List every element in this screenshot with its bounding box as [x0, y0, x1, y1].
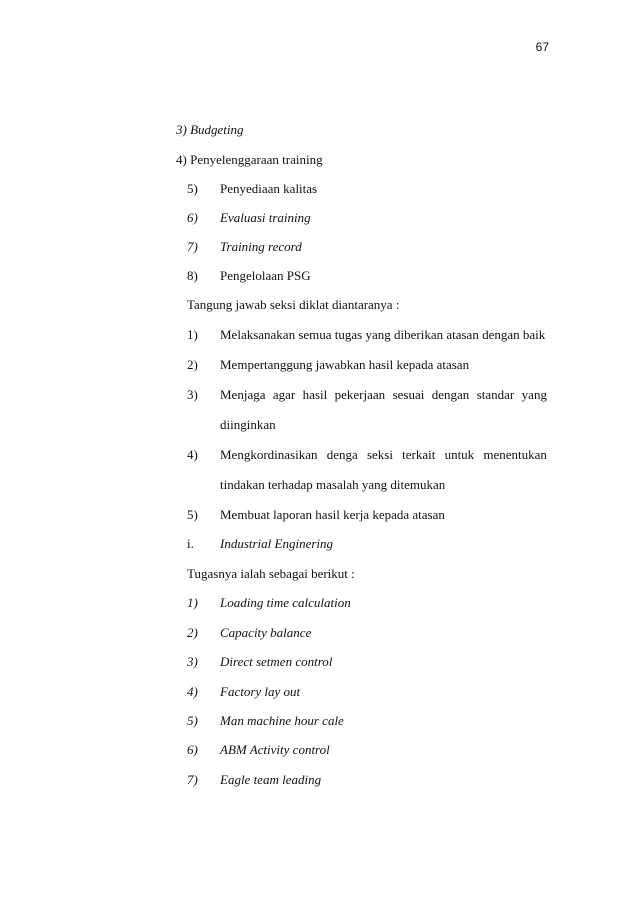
paragraph-diklat-intro: Tangung jawab seksi diklat diantaranya : [187, 297, 400, 312]
item-text: Factory lay out [220, 684, 301, 699]
word: sesuai [392, 387, 425, 402]
word: denga [326, 447, 358, 462]
item-text-justified [220, 387, 547, 403]
item-number: 6) [187, 742, 198, 757]
item-number: 6) [187, 210, 198, 225]
word: untuk [444, 447, 475, 462]
word: Mengkordinasikan [220, 447, 318, 462]
item-number: 4) [187, 684, 198, 699]
item-number: 5) [187, 507, 198, 522]
list-item-penyelenggaraan-training [176, 152, 323, 168]
section-title: Industrial Enginering [220, 536, 334, 551]
item-text: Training record [220, 239, 302, 254]
item-number: 4) [187, 447, 198, 462]
item-number: 5) [187, 713, 198, 728]
item-text: Melaksanakan semua tugas yang diberikan atasan dengan baik [220, 327, 546, 342]
item-text: Mempertanggung jawabkan hasil kepada atasan [220, 357, 470, 372]
word: pekerjaan [334, 387, 386, 402]
word: dengan [431, 387, 470, 402]
list-item-budgeting [176, 122, 244, 138]
item-text-continued: diinginkan [220, 417, 276, 432]
item-number: 3) [176, 122, 187, 137]
word: terkait [402, 447, 436, 462]
item-number: 3) [187, 387, 198, 402]
item-text: Capacity balance [220, 625, 312, 640]
page-number: 67 [535, 40, 549, 54]
item-number: 5) [187, 181, 198, 196]
paragraph-ie-intro: Tugasnya ialah sebagai berikut : [187, 566, 355, 581]
item-text-continued: tindakan terhadap masalah yang ditemukan [220, 477, 446, 492]
word: standar [476, 387, 515, 402]
item-text: Direct setmen control [220, 654, 333, 669]
item-text-justified [220, 447, 547, 463]
item-number: 8) [187, 268, 198, 283]
item-number: 4) [176, 152, 187, 167]
section-number: i. [187, 536, 194, 551]
item-text: Eagle team leading [220, 772, 322, 787]
word: yang [521, 387, 547, 402]
word: Menjaga [220, 387, 266, 402]
item-number: 7) [187, 772, 198, 787]
item-text: ABM Activity control [220, 742, 330, 757]
item-text: Penyelenggaraan training [190, 152, 323, 167]
item-text: Pengelolaan PSG [220, 268, 311, 283]
item-text: Membuat laporan hasil kerja kepada atasan [220, 507, 445, 522]
word: agar [272, 387, 296, 402]
item-text: Man machine hour cale [220, 713, 344, 728]
item-text: Penyediaan kalitas [220, 181, 318, 196]
word: seksi [366, 447, 393, 462]
item-number: 1) [187, 595, 198, 610]
item-text: Budgeting [190, 122, 244, 137]
word: menentukan [483, 447, 547, 462]
item-number: 1) [187, 327, 198, 342]
word: hasil [302, 387, 328, 402]
item-text: Loading time calculation [220, 595, 351, 610]
item-text: Evaluasi training [220, 210, 311, 225]
item-number: 3) [187, 654, 198, 669]
item-number: 2) [187, 625, 198, 640]
item-number: 2) [187, 357, 198, 372]
item-number: 7) [187, 239, 198, 254]
